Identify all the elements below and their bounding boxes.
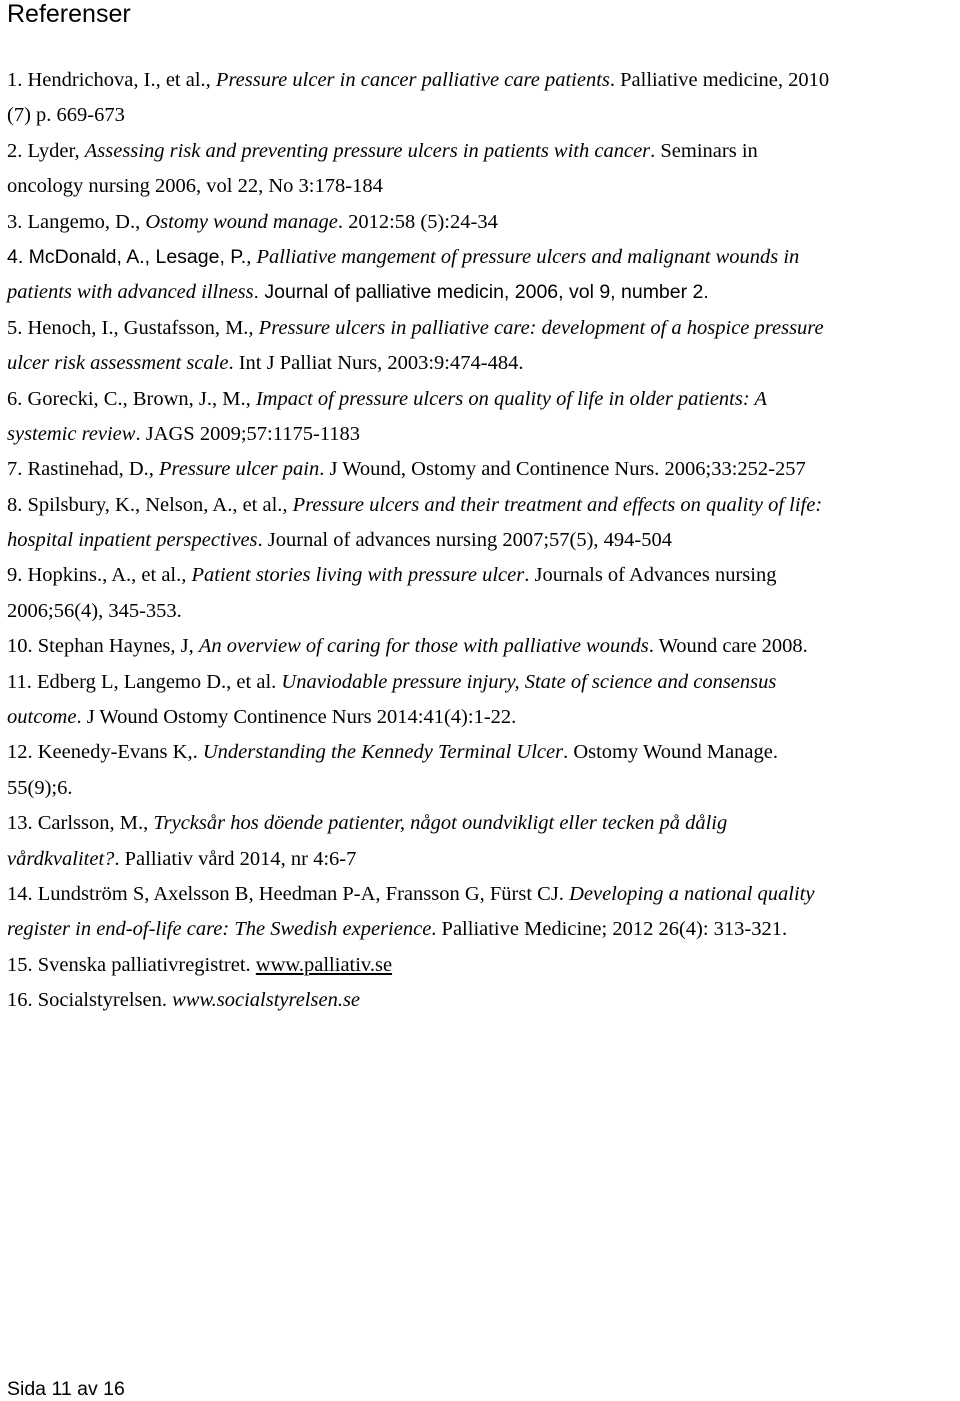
reference-line [7, 806, 957, 841]
reference-line [7, 558, 957, 593]
reference-line [7, 877, 957, 912]
reference-line [7, 169, 957, 204]
reference-text: 6. Gorecki, C., Brown, J., M. [7, 387, 246, 410]
reference-line [7, 134, 957, 169]
reference-line [7, 417, 957, 452]
reference-title: www.socialstyrelsen.se [172, 989, 361, 1012]
reference-title: Developing a national quality [569, 882, 815, 905]
reference-line [7, 629, 957, 664]
reference-text: . J Wound, Ostomy and Continence Nurs. 2006;33:252-257 [319, 458, 806, 481]
reference-title: , Pressure ulcers in palliative care: development of a hospice pressure [248, 316, 824, 339]
reference-text: . JAGS 2009;57:1175-1183 [135, 422, 361, 445]
reference-title: systemic review [7, 422, 136, 445]
reference-text: 9. Hopkins., A., et al. [7, 564, 182, 587]
reference-link[interactable]: www.palliativ.se [255, 953, 393, 976]
reference-text: . Int J Palliat Nurs, 2003:9:474-484. [228, 352, 524, 375]
reference-title: Unaviodable pressure injury, State of science and consensus [281, 670, 777, 693]
reference-list [7, 63, 957, 1019]
reference-text: 11. Edberg L, Langemo D., et al. [7, 670, 282, 693]
reference-title: register in end-of-life care: The Swedish experience [7, 918, 432, 941]
reference-line [7, 382, 957, 417]
reference-title: Trycksår hos döende patienter, något oundvikligt eller tecken på dålig [153, 812, 728, 835]
reference-line [7, 488, 957, 523]
reference-title: , Impact of pressure ulcers on quality of life in older patients: A [245, 387, 767, 410]
reference-title: patients with advanced illness [7, 281, 254, 304]
reference-line [7, 275, 957, 310]
reference-text: 15. Svenska palliativregistret. [7, 953, 256, 976]
reference-text: 55(9);6. [7, 776, 73, 799]
reference-line [7, 346, 957, 381]
reference-line [7, 842, 957, 877]
reference-title: An overview of caring for those with palliative wounds [198, 635, 649, 658]
reference-title: Understanding the Kennedy Terminal Ulcer [202, 741, 564, 764]
page-title: Referenser [7, 0, 131, 28]
reference-text: . Ostomy Wound Manage. [563, 741, 778, 764]
reference-title: Ostomy wound manage [145, 210, 338, 233]
reference-text: 2. Lyder, [7, 139, 85, 162]
reference-text: 4. McDonald, A., Lesage, P. [7, 245, 247, 268]
reference-text: . Wound care 2008. [648, 635, 808, 658]
reference-text: . Palliativ vård 2014, nr 4:6-7 [114, 847, 357, 870]
reference-line [7, 983, 957, 1018]
reference-text: 1. Hendrichova, I., et al., [7, 69, 216, 91]
reference-line [7, 948, 957, 983]
reference-text: 8. Spilsbury, K., Nelson, A., et al. [7, 493, 283, 516]
reference-title: vårdkvalitet? [7, 847, 115, 870]
reference-title: Pressure ulcer in cancer palliative care patients [215, 69, 610, 91]
reference-line [7, 205, 957, 240]
reference-line [7, 63, 957, 98]
reference-title: Assessing risk and preventing pressure ulcers in patients with cancer [84, 139, 651, 162]
reference-text: oncology nursing 2006, vol 22, No 3:178-184 [7, 175, 383, 198]
reference-text: (7) p. 669-673 [7, 104, 125, 127]
reference-line [7, 735, 957, 770]
reference-line [7, 912, 957, 947]
reference-text: 16. Socialstyrelsen. [7, 989, 173, 1012]
reference-text: . Palliative Medicine; 2012 26(4): 313-321. [431, 918, 788, 941]
reference-text: 7. Rastinehad, D., [7, 458, 160, 481]
reference-text: 3. Langemo, D., [7, 210, 146, 233]
page-number: Sida 11 av 16 [7, 1378, 125, 1400]
reference-text: 12. Keenedy-Evans K,. [7, 741, 203, 764]
reference-text: 10. Stephan Haynes, J, [7, 635, 199, 658]
reference-text: . Journal of palliative medicin, 2006, vol 9, number 2. [253, 281, 709, 304]
reference-text: 2006;56(4), 345-353. [7, 599, 182, 622]
reference-line [7, 594, 957, 629]
reference-text: 5. Henoch, I., Gustafsson, M. [7, 316, 249, 339]
reference-title: Pressure ulcer pain [159, 458, 320, 481]
reference-text: . 2012:58 (5):24-34 [337, 210, 498, 233]
reference-title: ulcer risk assessment scale [7, 352, 229, 375]
reference-text: 14. Lundström S, Axelsson B, Heedman P-A, Fransson G, Fürst CJ. [7, 882, 570, 905]
reference-title: , Pressure ulcers and their treatment and effects on quality of life: [282, 493, 823, 516]
reference-text: . Palliative medicine, 2010 [609, 69, 830, 91]
reference-line [7, 98, 957, 133]
reference-title: , Palliative mangement of pressure ulcers and malignant wounds in [246, 245, 800, 268]
reference-title: hospital inpatient perspectives [7, 529, 258, 552]
reference-line [7, 771, 957, 806]
reference-line [7, 665, 957, 700]
reference-line [7, 240, 957, 275]
reference-text: . Journal of advances nursing 2007;57(5), 494-504 [257, 529, 672, 552]
reference-title: , Patient stories living with pressure ulcer [181, 564, 525, 587]
reference-line [7, 311, 957, 346]
reference-text: . Journals of Advances nursing [524, 564, 777, 587]
reference-line [7, 452, 957, 487]
reference-line [7, 700, 957, 735]
reference-text: 13. Carlsson, M., [7, 812, 154, 835]
reference-line [7, 523, 957, 558]
reference-title: outcome [7, 706, 77, 729]
reference-text: . J Wound Ostomy Continence Nurs 2014:41(4):1-22. [76, 706, 517, 729]
reference-text: . Seminars in [650, 139, 758, 162]
